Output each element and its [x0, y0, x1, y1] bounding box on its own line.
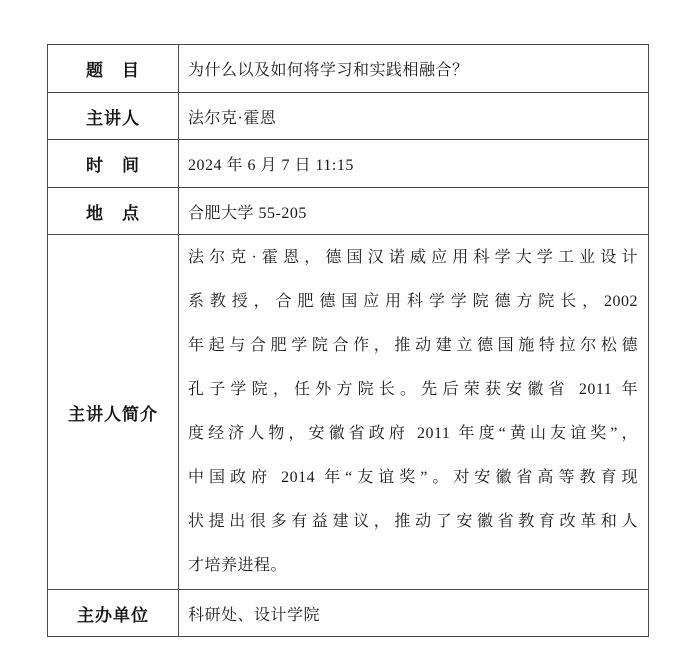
row-label-time: 时 间 — [48, 140, 179, 188]
row-value-title: 为什么以及如何将学习和实践相融合？ — [179, 45, 649, 93]
table-row-host — [48, 590, 649, 637]
bio-line-4: 孔子学院，任外方院长。先后荣获安徽省 2011 年 — [188, 381, 638, 398]
row-label-place: 地 点 — [48, 188, 179, 235]
row-label-speaker-bio: 主讲人简介 — [48, 235, 179, 590]
bio-line-3: 年起与合肥学院合作，推动建立德国施特拉尔松德 — [188, 337, 638, 354]
table-row-time — [48, 140, 649, 188]
table-row-speaker — [48, 93, 649, 140]
row-value-place: 合肥大学 55-205 — [179, 188, 649, 235]
bio-line-1: 法尔克·霍恩，德国汉诺威应用科学大学工业设计 — [188, 249, 638, 266]
bio-line-7: 状提出很多有益建议，推动了安徽省教育改革和人 — [188, 513, 638, 530]
table-row-speaker-bio — [48, 235, 649, 590]
table-row-place — [48, 188, 649, 235]
row-label-speaker: 主讲人 — [48, 93, 179, 140]
row-value-speaker-bio — [179, 235, 649, 590]
row-value-time: 2024 年 6 月 7 日 11:15 — [179, 140, 649, 188]
table-row-title — [48, 45, 649, 93]
row-value-host: 科研处、设计学院 — [179, 590, 649, 637]
bio-line-2: 系教授，合肥德国应用科学学院德方院长，2002 — [188, 293, 638, 310]
bio-line-8: 才培养进程。 — [188, 557, 288, 574]
lecture-info-table-body — [48, 45, 649, 637]
row-label-host: 主办单位 — [48, 590, 179, 637]
lecture-info-table — [47, 44, 649, 637]
row-value-speaker: 法尔克·霍恩 — [179, 93, 649, 140]
bio-line-6: 中国政府 2014 年“友谊奖”。对安徽省高等教育现 — [188, 469, 638, 486]
row-label-title: 题 目 — [48, 45, 179, 93]
bio-line-5: 度经济人物，安徽省政府 2011 年度“黄山友谊奖”， — [188, 425, 638, 442]
